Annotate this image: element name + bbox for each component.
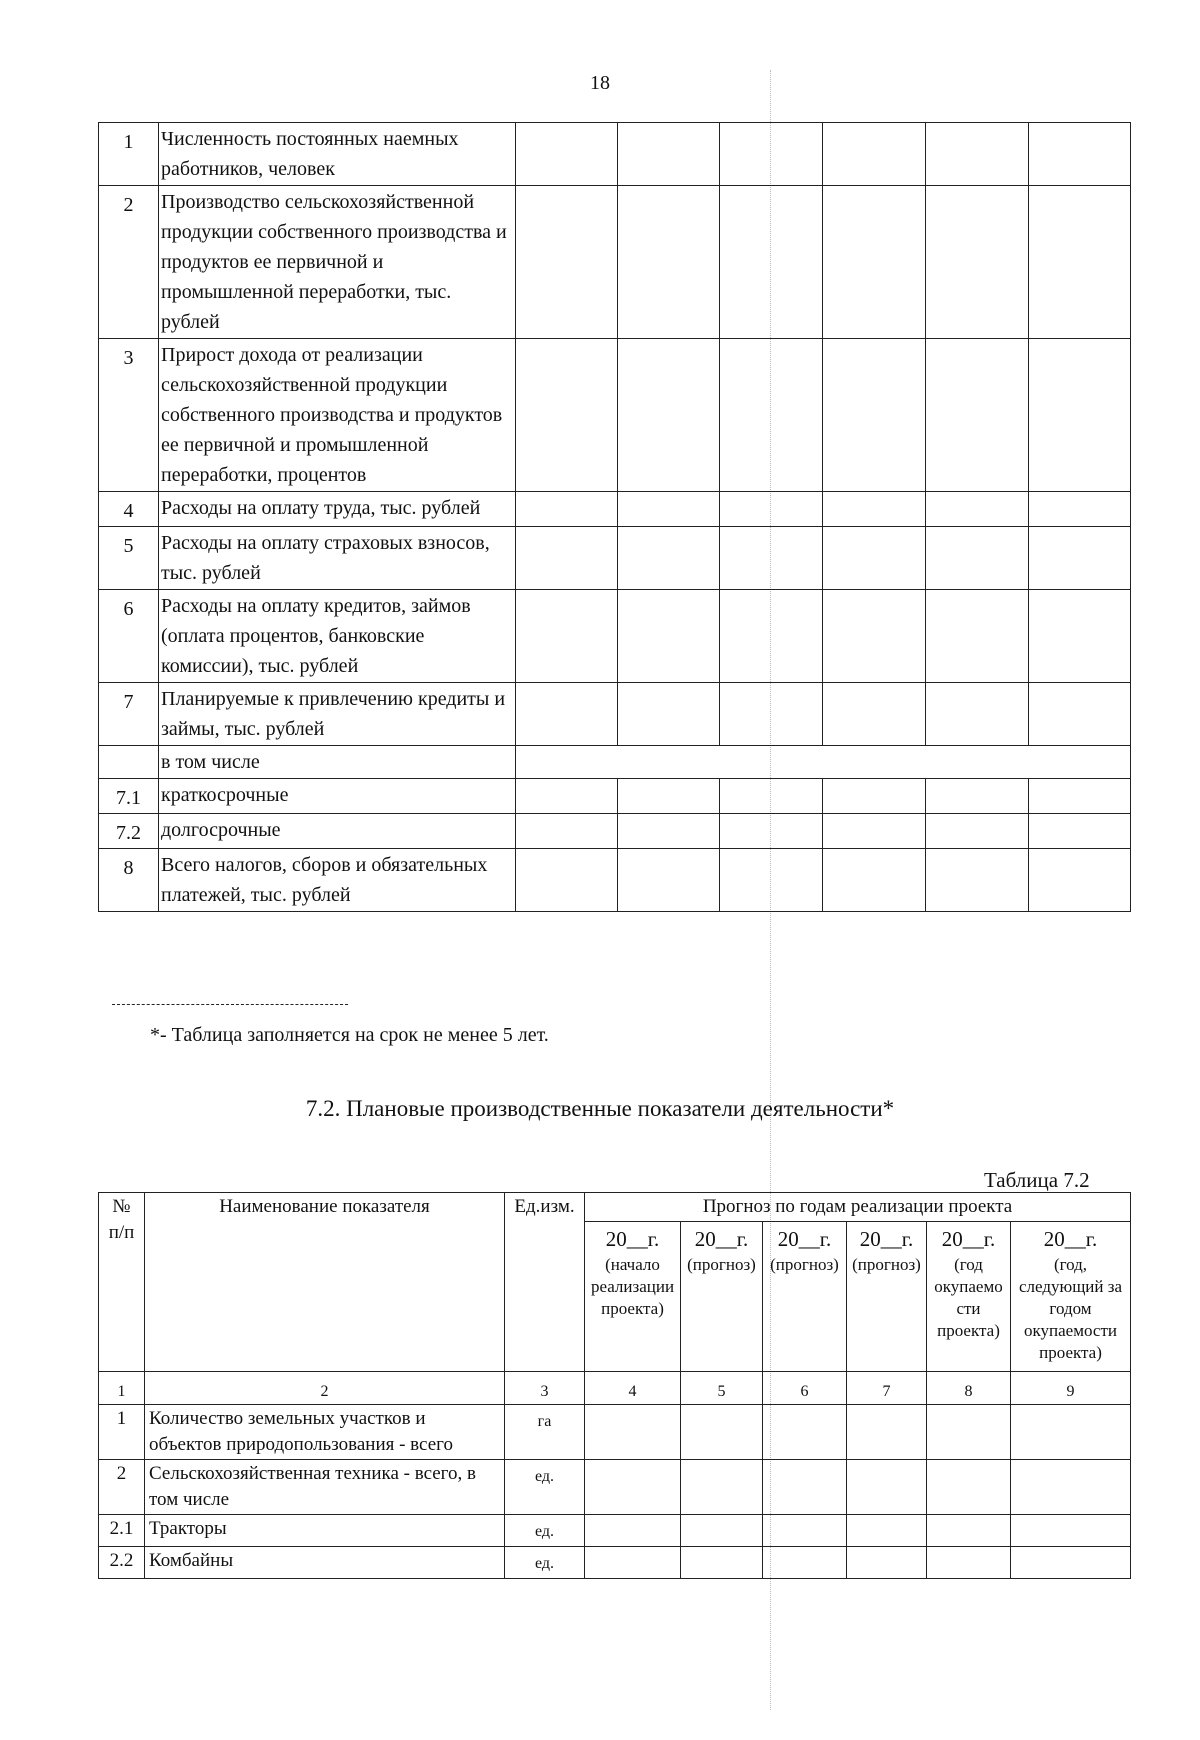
row-number: 8 <box>99 849 159 912</box>
table-cell[interactable] <box>926 779 1029 814</box>
table-cell[interactable] <box>927 1405 1011 1460</box>
production-indicators-table <box>98 1192 1131 1579</box>
table-cell[interactable] <box>618 123 720 186</box>
row-label: Всего налогов, сборов и обязательных платежей, тыс. рублей <box>159 849 516 912</box>
column-number-row <box>99 1372 1131 1405</box>
year-column-header <box>1011 1222 1131 1372</box>
row-number: 6 <box>99 590 159 683</box>
column-number: 9 <box>1011 1372 1131 1405</box>
column-header-unit: Ед.изм. <box>505 1193 585 1372</box>
row-number: 2 <box>99 186 159 339</box>
table-row <box>99 849 1131 912</box>
column-number: 1 <box>99 1372 145 1405</box>
column-number: 5 <box>681 1372 763 1405</box>
table-cell[interactable] <box>823 186 926 339</box>
table-row <box>99 590 1131 683</box>
row-number: 5 <box>99 527 159 590</box>
year-note: (год, следующий за годом окупаемости проекта) <box>1019 1255 1122 1362</box>
table-cell[interactable] <box>1029 339 1131 492</box>
table-cell[interactable] <box>763 1460 847 1515</box>
year-label: 20__г. <box>1043 1227 1098 1251</box>
table-cell[interactable] <box>585 1547 681 1579</box>
indicators-table-continued <box>98 122 1131 912</box>
section-title: 7.2. Плановые производственные показатели деятельности* <box>305 1096 895 1121</box>
table-cell[interactable] <box>516 683 618 746</box>
table-cell[interactable] <box>823 683 926 746</box>
table-cell[interactable] <box>926 123 1029 186</box>
table-cell[interactable] <box>720 492 823 527</box>
footnote: *- Таблица заполняется на срок не менее 5 лет. <box>150 1024 549 1046</box>
row-label: Тракторы <box>145 1515 505 1547</box>
column-number: 7 <box>847 1372 927 1405</box>
table-cell[interactable] <box>681 1460 763 1515</box>
row-number: 7.2 <box>99 814 159 849</box>
table-cell[interactable] <box>763 1547 847 1579</box>
table-row <box>99 814 1131 849</box>
table-row <box>99 339 1131 492</box>
table-row <box>99 527 1131 590</box>
row-label: Производство сельскохозяйственной продукции собственного производства и продуктов ее первичной и промышленной переработки, тыс. рублей <box>159 186 516 339</box>
row-label: Расходы на оплату кредитов, займов (оплата процентов, банковские комиссии), тыс. рублей <box>159 590 516 683</box>
column-number: 3 <box>505 1372 585 1405</box>
year-column-header <box>681 1222 763 1372</box>
table-cell[interactable] <box>720 527 823 590</box>
table-cell[interactable] <box>926 339 1029 492</box>
table-cell[interactable] <box>847 1460 927 1515</box>
row-number: 1 <box>99 123 159 186</box>
table-cell[interactable] <box>618 339 720 492</box>
row-label: долгосрочные <box>159 814 516 849</box>
row-number: 2.2 <box>99 1547 145 1579</box>
row-number <box>99 746 159 779</box>
table-row <box>99 1515 1131 1547</box>
year-label: 20__г. <box>859 1227 914 1251</box>
table-cell[interactable] <box>823 527 926 590</box>
year-column-header <box>763 1222 847 1372</box>
row-label: краткосрочные <box>159 779 516 814</box>
table-cell[interactable] <box>926 683 1029 746</box>
table-cell[interactable] <box>823 339 926 492</box>
table-cell[interactable] <box>1029 492 1131 527</box>
table-row <box>99 746 1131 779</box>
year-note: (прогноз) <box>687 1255 756 1274</box>
table-cell[interactable] <box>823 814 926 849</box>
table-cell[interactable] <box>823 492 926 527</box>
row-label: в том числе <box>159 746 516 779</box>
year-note: (прогноз) <box>770 1255 839 1274</box>
table-cell[interactable] <box>1029 527 1131 590</box>
table-cell[interactable] <box>618 779 720 814</box>
row-number: 7.1 <box>99 779 159 814</box>
column-number: 2 <box>145 1372 505 1405</box>
table-cell[interactable] <box>618 492 720 527</box>
table-row <box>99 1547 1131 1579</box>
year-label: 20__г. <box>941 1227 996 1251</box>
table-cell[interactable] <box>720 849 823 912</box>
table-cell[interactable] <box>720 590 823 683</box>
year-label: 20__г. <box>605 1227 660 1251</box>
table-cell[interactable] <box>720 339 823 492</box>
year-column-header <box>927 1222 1011 1372</box>
year-column-header <box>847 1222 927 1372</box>
table-row <box>99 683 1131 746</box>
year-note: (год окупаемо сти проекта) <box>934 1255 1003 1340</box>
row-label: Планируемые к привлечению кредиты и займы, тыс. рублей <box>159 683 516 746</box>
column-header-num: № п/п <box>99 1193 145 1372</box>
table-cell[interactable] <box>681 1405 763 1460</box>
table-cell[interactable] <box>516 849 618 912</box>
table-cell[interactable] <box>763 1515 847 1547</box>
table-cell-merged <box>516 746 1131 779</box>
table-cell[interactable] <box>1029 683 1131 746</box>
table-cell[interactable] <box>1011 1405 1131 1460</box>
table-row <box>99 779 1131 814</box>
table-cell[interactable] <box>823 590 926 683</box>
table-cell[interactable] <box>926 186 1029 339</box>
table-cell[interactable] <box>720 123 823 186</box>
row-number: 7 <box>99 683 159 746</box>
row-label: Комбайны <box>145 1547 505 1579</box>
table-cell[interactable] <box>516 814 618 849</box>
year-note: (прогноз) <box>852 1255 921 1274</box>
table-cell[interactable] <box>585 1405 681 1460</box>
row-number: 3 <box>99 339 159 492</box>
table-cell[interactable] <box>618 527 720 590</box>
table-cell[interactable] <box>585 1460 681 1515</box>
table-cell[interactable] <box>1029 123 1131 186</box>
table-cell[interactable] <box>847 1515 927 1547</box>
table-cell[interactable] <box>823 849 926 912</box>
year-note: (начало реализации проекта) <box>590 1255 675 1318</box>
footnote-separator <box>112 1004 348 1005</box>
table-cell[interactable] <box>516 339 618 492</box>
table-cell[interactable] <box>585 1515 681 1547</box>
table-cell[interactable] <box>516 492 618 527</box>
table-cell[interactable] <box>1029 814 1131 849</box>
table-cell[interactable] <box>1011 1460 1131 1515</box>
table-cell[interactable] <box>618 186 720 339</box>
table-cell[interactable] <box>681 1515 763 1547</box>
table-cell[interactable] <box>618 683 720 746</box>
table-cell[interactable] <box>618 814 720 849</box>
row-label: Сельскохозяйственная техника - всего, в том числе <box>145 1460 505 1515</box>
table-cell[interactable] <box>927 1547 1011 1579</box>
column-header-forecast: Прогноз по годам реализации проекта <box>585 1193 1131 1222</box>
table-row <box>99 186 1131 339</box>
table-cell[interactable] <box>926 849 1029 912</box>
table-cell[interactable] <box>1029 186 1131 339</box>
table-cell[interactable] <box>516 186 618 339</box>
row-unit: ед. <box>505 1547 585 1579</box>
table-cell[interactable] <box>1029 779 1131 814</box>
table-cell[interactable] <box>720 814 823 849</box>
column-number: 4 <box>585 1372 681 1405</box>
table-cell[interactable] <box>720 186 823 339</box>
table-row <box>99 1405 1131 1460</box>
row-number: 2.1 <box>99 1515 145 1547</box>
table-cell[interactable] <box>1029 590 1131 683</box>
table-cell[interactable] <box>618 849 720 912</box>
row-label: Количество земельных участков и объектов природопользования - всего <box>145 1405 505 1460</box>
table-cell[interactable] <box>926 590 1029 683</box>
table-cell[interactable] <box>720 779 823 814</box>
page-number: 18 <box>590 72 610 94</box>
column-number: 8 <box>927 1372 1011 1405</box>
table-cell[interactable] <box>1011 1547 1131 1579</box>
table-cell[interactable] <box>516 527 618 590</box>
row-unit: ед. <box>505 1515 585 1547</box>
header-row <box>99 1193 1131 1222</box>
table-caption: Таблица 7.2 <box>984 1168 1090 1192</box>
table-cell[interactable] <box>927 1460 1011 1515</box>
table-cell[interactable] <box>926 527 1029 590</box>
column-number: 6 <box>763 1372 847 1405</box>
table-cell[interactable] <box>1029 849 1131 912</box>
table-cell[interactable] <box>847 1547 927 1579</box>
row-label: Расходы на оплату труда, тыс. рублей <box>159 492 516 527</box>
table-cell[interactable] <box>720 683 823 746</box>
table-cell[interactable] <box>1011 1515 1131 1547</box>
row-unit: га <box>505 1405 585 1460</box>
table-row <box>99 492 1131 527</box>
table-row <box>99 1460 1131 1515</box>
row-label: Численность постоянных наемных работников, человек <box>159 123 516 186</box>
column-header-name: Наименование показателя <box>145 1193 505 1372</box>
table-row <box>99 123 1131 186</box>
year-column-header <box>585 1222 681 1372</box>
table-cell[interactable] <box>516 590 618 683</box>
table-cell[interactable] <box>516 779 618 814</box>
table-cell[interactable] <box>926 492 1029 527</box>
row-unit: ед. <box>505 1460 585 1515</box>
table-cell[interactable] <box>926 814 1029 849</box>
table-cell[interactable] <box>516 123 618 186</box>
table-cell[interactable] <box>927 1515 1011 1547</box>
year-label: 20__г. <box>777 1227 832 1251</box>
table-cell[interactable] <box>763 1405 847 1460</box>
row-number: 4 <box>99 492 159 527</box>
table-cell[interactable] <box>618 590 720 683</box>
table-cell[interactable] <box>681 1547 763 1579</box>
row-number: 2 <box>99 1460 145 1515</box>
row-label: Прирост дохода от реализации сельскохозяйственной продукции собственного производства и продуктов ее первичной и промышленной переработки, процентов <box>159 339 516 492</box>
year-label: 20__г. <box>694 1227 749 1251</box>
row-number: 1 <box>99 1405 145 1460</box>
row-label: Расходы на оплату страховых взносов, тыс. рублей <box>159 527 516 590</box>
table-cell[interactable] <box>847 1405 927 1460</box>
table-cell[interactable] <box>823 779 926 814</box>
table-cell[interactable] <box>823 123 926 186</box>
